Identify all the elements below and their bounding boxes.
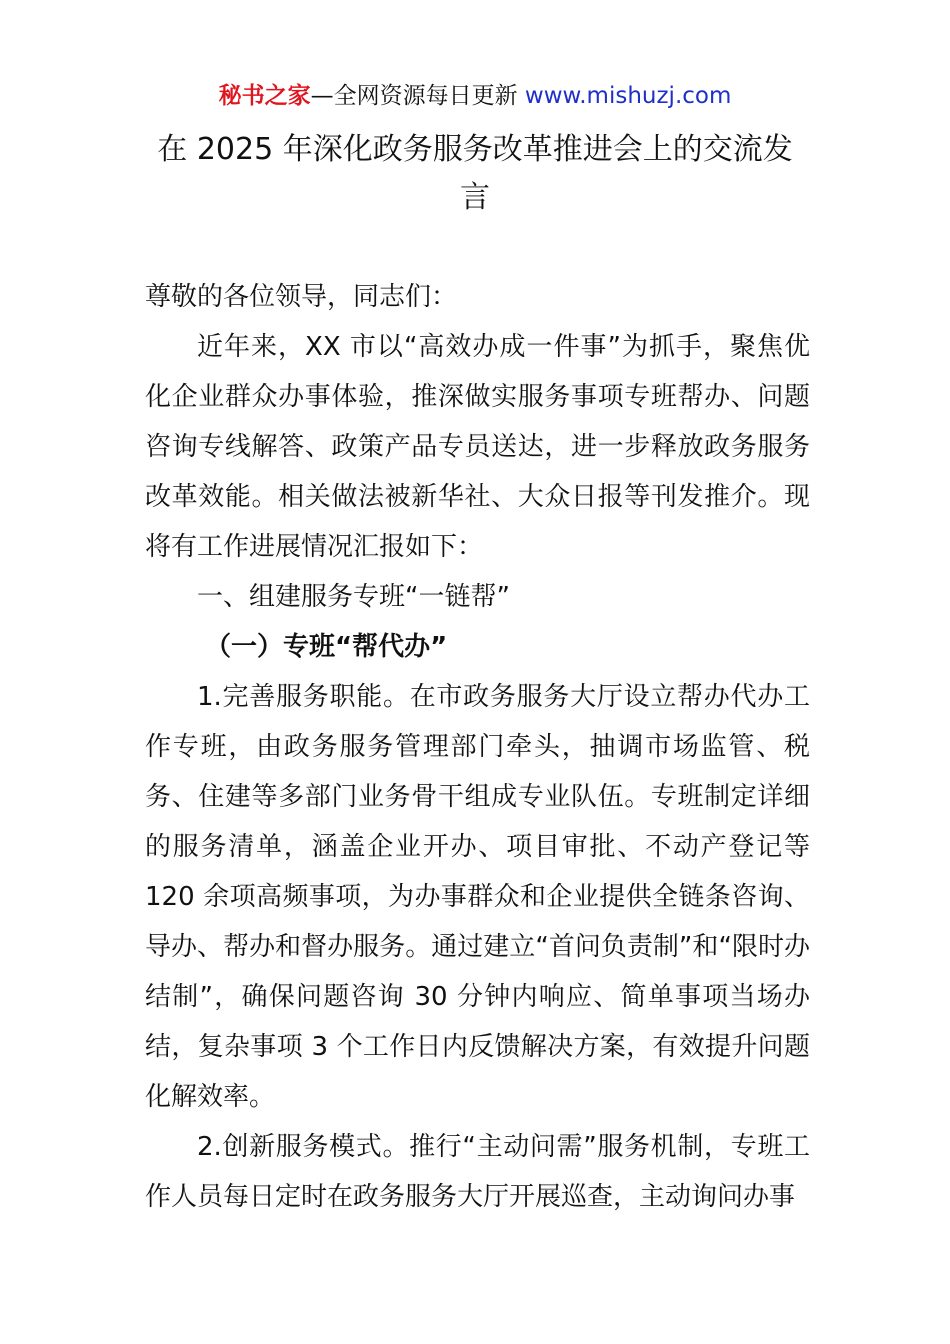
header-tagline: —全网资源每日更新 bbox=[310, 83, 525, 109]
body-paragraph-2: 2.创新服务模式。推行“主动问需”服务机制，专班工作人员每日定时在政务服务大厅开展巡查，主动询问办事 bbox=[145, 1132, 810, 1212]
section-heading-1: 一、组建服务专班“一链帮” bbox=[197, 582, 510, 612]
site-header bbox=[0, 80, 950, 112]
document-title: 在 2025 年深化政务服务改革推进会上的交流发言 bbox=[157, 132, 793, 215]
subsection-heading-1: （一）专班“帮代办” bbox=[205, 632, 448, 662]
salutation: 尊敬的各位领导，同志们： bbox=[145, 282, 458, 312]
body-paragraph-1: 1.完善服务职能。在市政务服务大厅设立帮办代办工作专班，由政务服务管理部门牵头，抽调市场监管、税务、住建等多部门业务骨干组成专业队伍。专班制定详细的服务清单，涵盖企业开办、项目审批、不动产登记等 120 余项高频事项，为办事群众和企业提供全链条咨询、导办、帮办和督办服务。通过建立“首问负责制”和“限时办结制”，确保问题咨询 30 分钟内响应、简单事项当场办结，复杂事项 3 个工作日内反馈解决方案，有效提升问题化解效率。 bbox=[145, 682, 810, 1112]
site-url-link[interactable]: www.mishuzj.com bbox=[524, 83, 732, 109]
brand-name: 秘书之家 bbox=[218, 83, 311, 109]
intro-paragraph: 近年来，XX 市以“高效办成一件事”为抓手，聚焦优化企业群众办事体验，推深做实服务事项专班帮办、问题咨询专线解答、政策产品专员送达，进一步释放政务服务改革效能。相关做法被新华社、大众日报等刊发推介。现将有工作进展情况汇报如下： bbox=[145, 332, 810, 562]
document-body bbox=[145, 272, 810, 1222]
